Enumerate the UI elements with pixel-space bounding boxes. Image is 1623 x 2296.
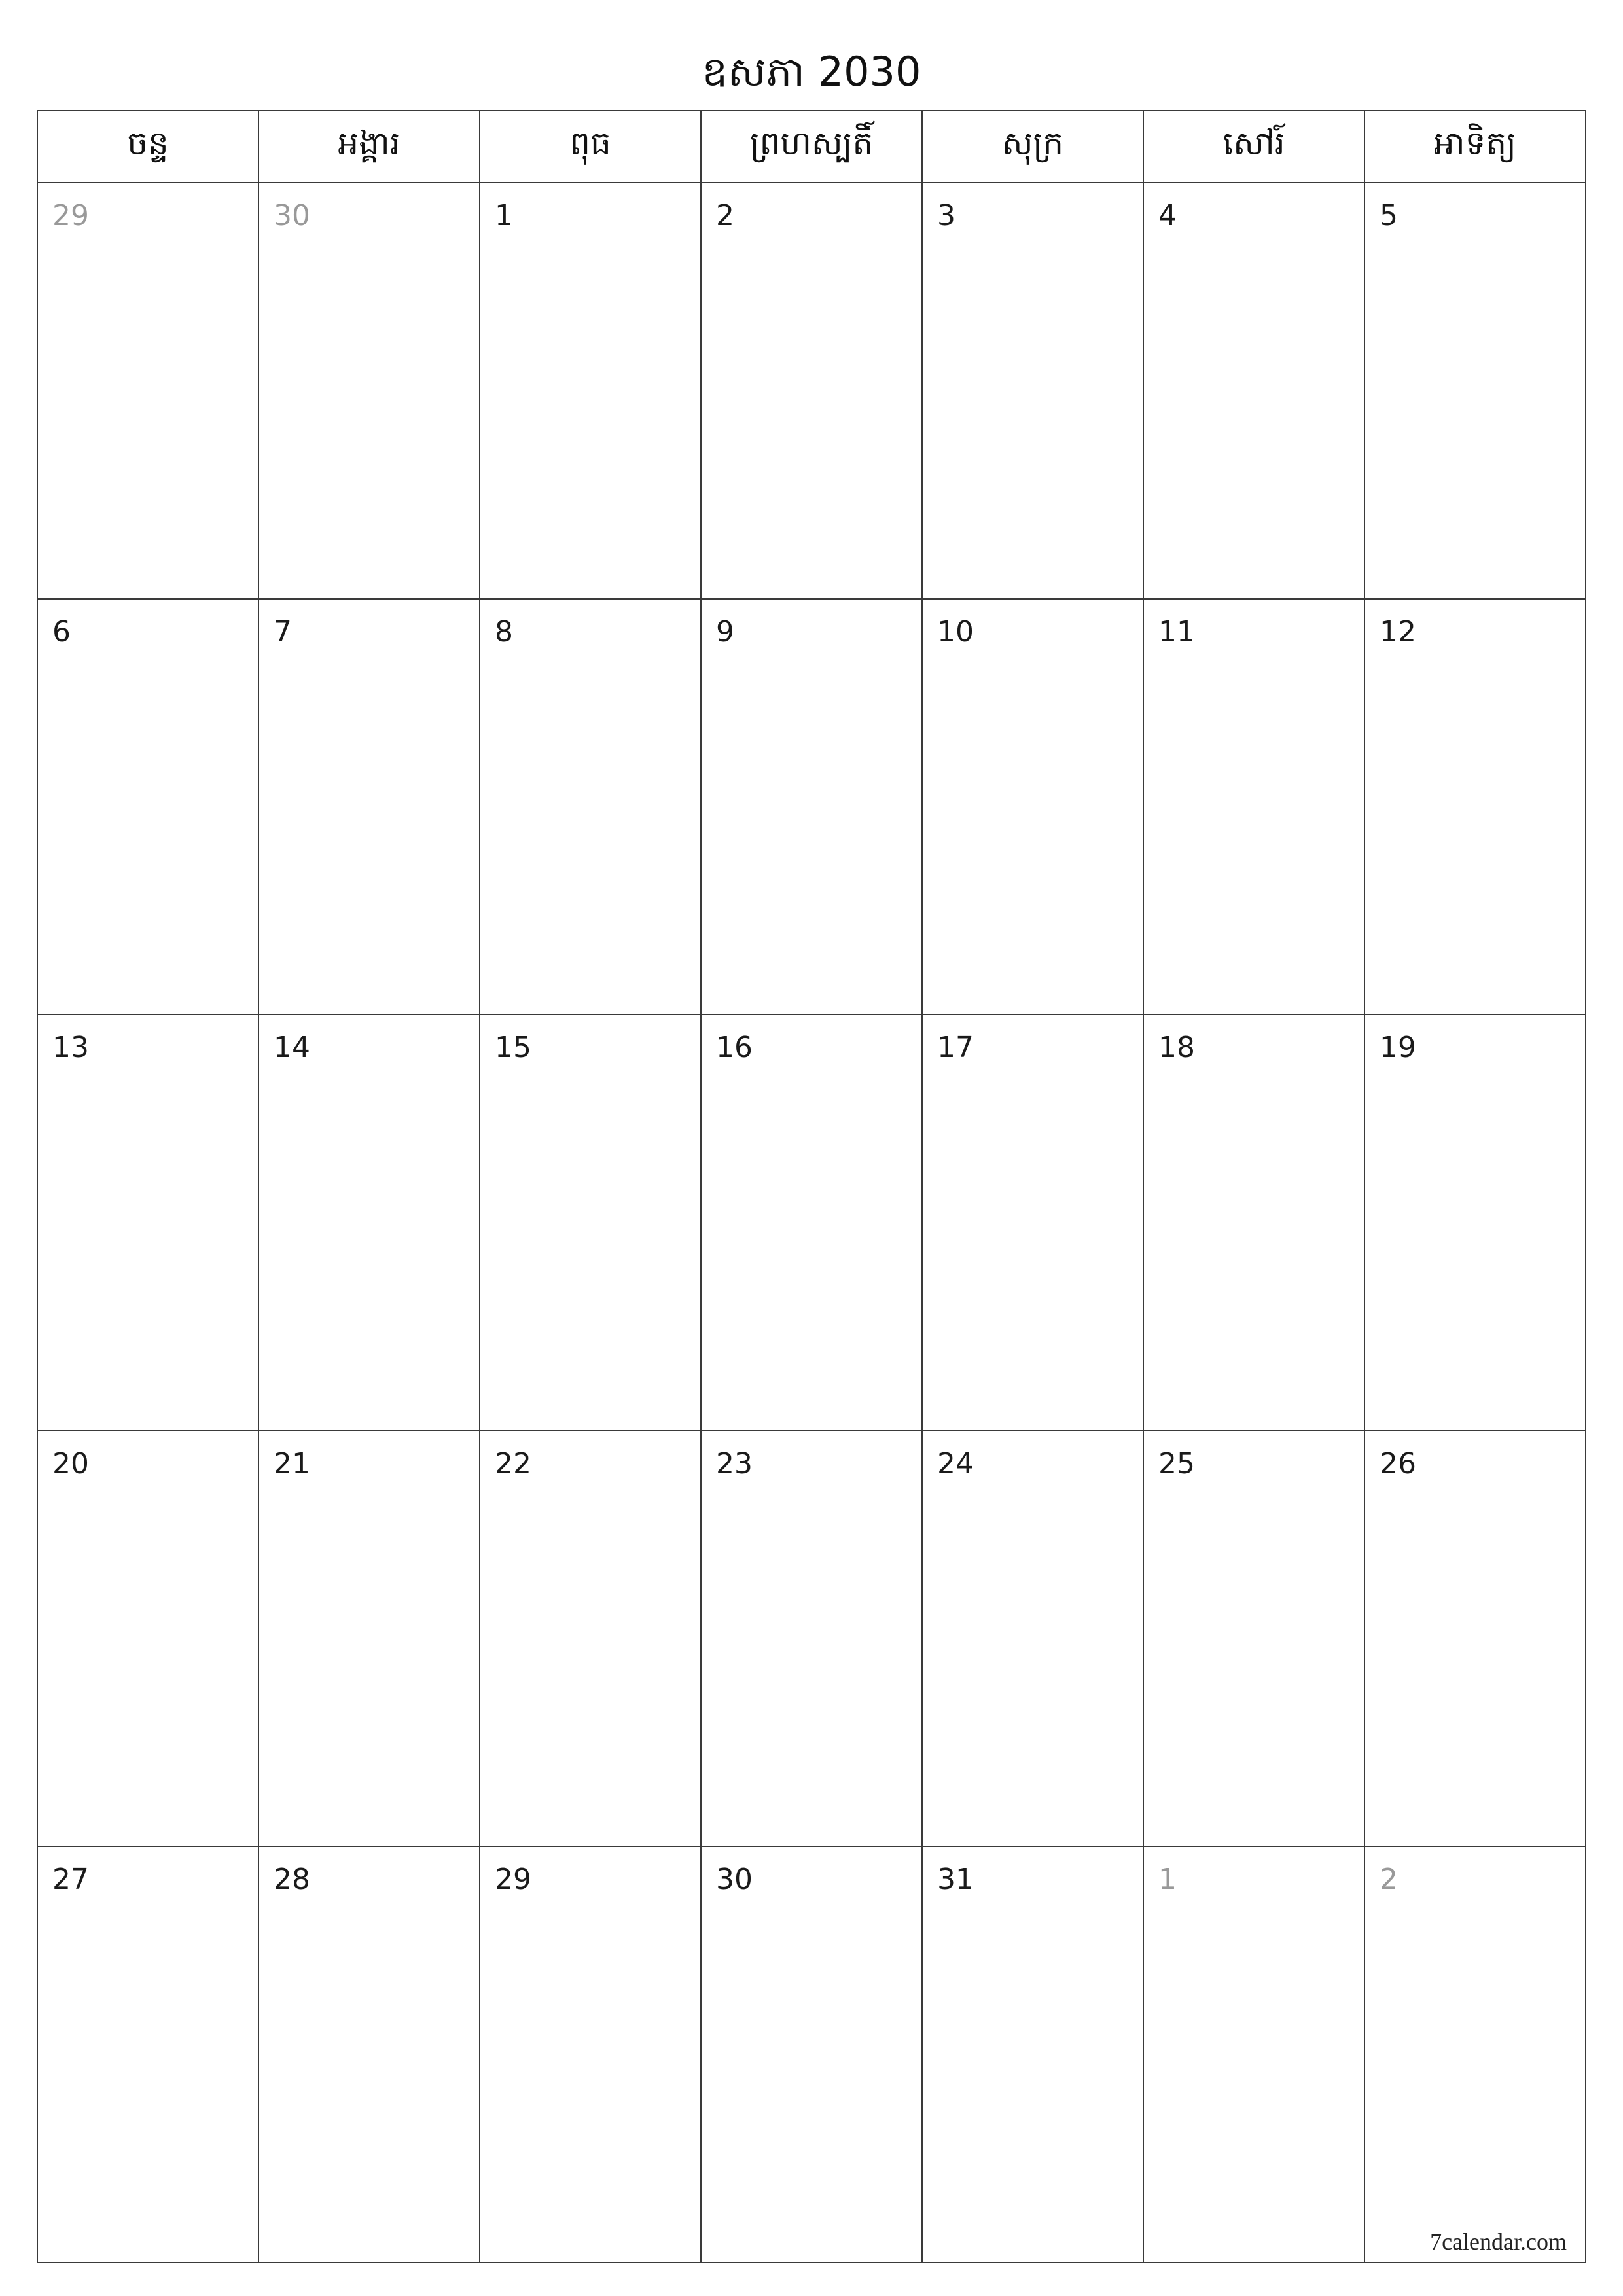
day-number: 15 [495, 1031, 531, 1065]
day-number: 8 [495, 615, 513, 649]
day-cell[interactable] [1364, 599, 1586, 1015]
day-number: 21 [274, 1446, 310, 1480]
day-number: 11 [1158, 615, 1195, 649]
day-number: 24 [937, 1446, 974, 1480]
adjacent-month-day-number: 1 [1158, 1863, 1177, 1897]
weekday-header: ព្រហស្បតិ៍ [701, 111, 922, 183]
day-cell[interactable] [37, 1846, 259, 2263]
day-cell[interactable] [922, 183, 1143, 599]
day-cell[interactable] [701, 1014, 922, 1431]
day-cell[interactable] [1364, 183, 1586, 599]
day-cell[interactable] [701, 599, 922, 1015]
day-cell[interactable] [1143, 599, 1364, 1015]
weekday-header: សុក្រ [922, 111, 1143, 183]
day-cell[interactable] [259, 183, 480, 599]
week-row [37, 599, 1586, 1015]
footer-credit: 7calendar.com [1430, 2229, 1567, 2255]
day-number: 18 [1158, 1031, 1195, 1065]
day-cell[interactable] [259, 1014, 480, 1431]
week-row [37, 1014, 1586, 1431]
day-number: 13 [52, 1031, 89, 1065]
day-cell[interactable] [480, 1846, 701, 2263]
day-number: 26 [1380, 1446, 1416, 1480]
day-number: 4 [1158, 199, 1177, 232]
day-number: 22 [495, 1446, 531, 1480]
weekday-header: អាទិត្យ [1364, 111, 1586, 183]
day-cell[interactable] [480, 183, 701, 599]
day-number: 7 [274, 615, 292, 649]
day-number: 9 [716, 615, 734, 649]
weekday-header: ពុធ [480, 111, 701, 183]
day-cell[interactable] [480, 599, 701, 1015]
day-number: 30 [716, 1863, 753, 1897]
adjacent-month-day-number: 29 [52, 199, 89, 232]
day-number: 19 [1380, 1031, 1416, 1065]
day-cell[interactable] [701, 183, 922, 599]
day-cell[interactable] [922, 1014, 1143, 1431]
day-cell[interactable] [37, 183, 259, 599]
day-cell[interactable] [701, 1846, 922, 2263]
day-cell[interactable] [1143, 1846, 1364, 2263]
day-cell[interactable] [1143, 1431, 1364, 1847]
week-row [37, 1846, 1586, 2263]
day-number: 29 [495, 1863, 531, 1897]
day-cell[interactable] [1364, 1014, 1586, 1431]
day-number: 2 [716, 199, 734, 232]
day-cell[interactable] [922, 1431, 1143, 1847]
day-cell[interactable] [701, 1431, 922, 1847]
day-number: 10 [937, 615, 974, 649]
day-cell[interactable] [1364, 1846, 1586, 2263]
calendar-grid [37, 110, 1586, 2263]
weekday-header: សៅរ៍ [1143, 111, 1364, 183]
day-cell[interactable] [480, 1014, 701, 1431]
day-number: 16 [716, 1031, 753, 1065]
day-cell[interactable] [1364, 1431, 1586, 1847]
weekday-header: ចន្ទ [37, 111, 259, 183]
week-row [37, 1431, 1586, 1847]
day-cell[interactable] [922, 1846, 1143, 2263]
day-cell[interactable] [259, 1431, 480, 1847]
day-number: 23 [716, 1446, 753, 1480]
day-number: 31 [937, 1863, 974, 1897]
day-number: 6 [52, 615, 71, 649]
day-number: 14 [274, 1031, 310, 1065]
day-cell[interactable] [259, 599, 480, 1015]
day-cell[interactable] [37, 1431, 259, 1847]
day-number: 5 [1380, 199, 1398, 232]
day-number: 27 [52, 1863, 89, 1897]
day-number: 17 [937, 1031, 974, 1065]
day-number: 28 [274, 1863, 310, 1897]
day-number: 3 [937, 199, 955, 232]
weekday-header-row [37, 111, 1586, 183]
day-cell[interactable] [1143, 1014, 1364, 1431]
day-cell[interactable] [259, 1846, 480, 2263]
week-row [37, 183, 1586, 599]
day-number: 25 [1158, 1446, 1195, 1480]
day-cell[interactable] [1143, 183, 1364, 599]
day-cell[interactable] [480, 1431, 701, 1847]
day-number: 1 [495, 199, 513, 232]
day-number: 20 [52, 1446, 89, 1480]
page-title: ឧសភា 2030 [702, 48, 921, 96]
day-cell[interactable] [922, 599, 1143, 1015]
adjacent-month-day-number: 30 [274, 199, 310, 232]
day-number: 12 [1380, 615, 1416, 649]
day-cell[interactable] [37, 1014, 259, 1431]
day-cell[interactable] [37, 599, 259, 1015]
calendar-body [37, 183, 1586, 2263]
weekday-header: អង្គារ [259, 111, 480, 183]
adjacent-month-day-number: 2 [1380, 1863, 1398, 1897]
